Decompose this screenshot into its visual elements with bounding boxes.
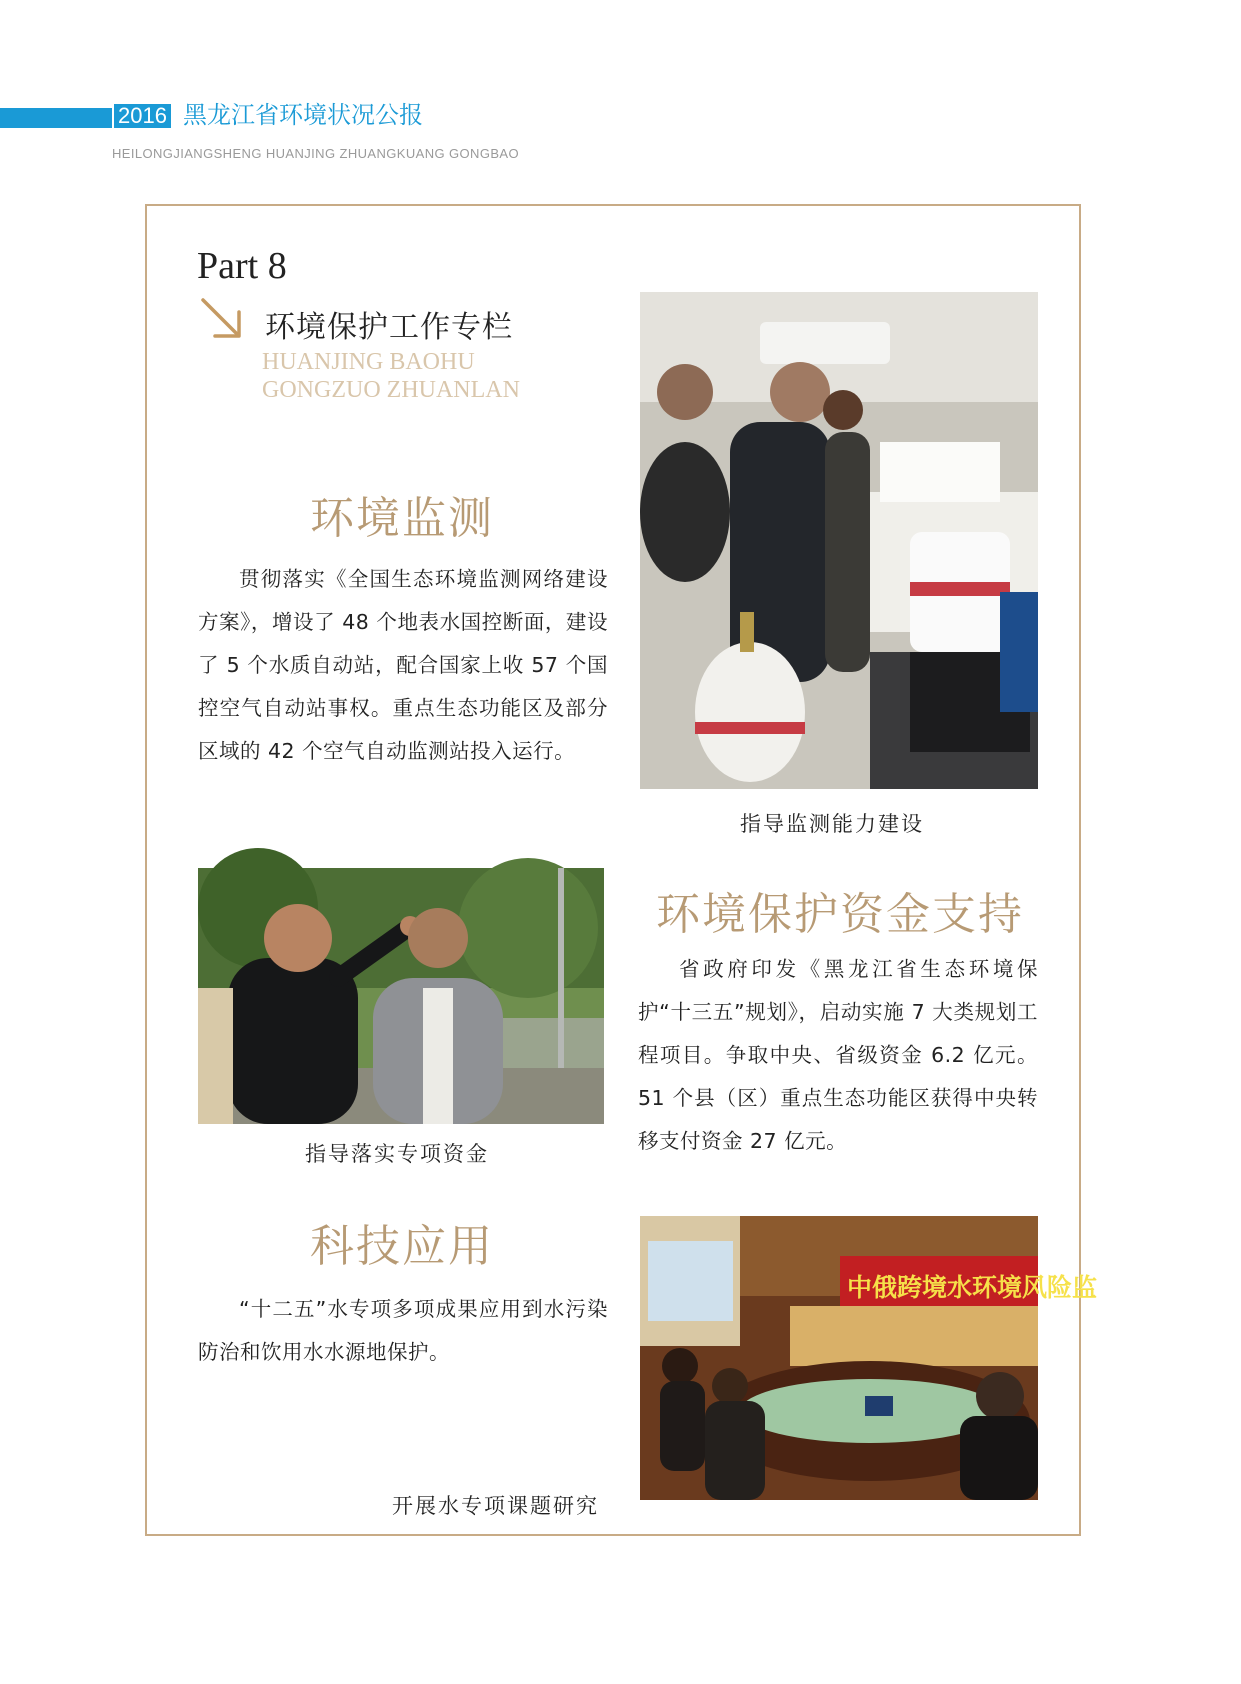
section-body-funding: 省政府印发《黑龙江省生态环境保护“十三五”规划》，启动实施 7 大类规划工程项目。争取中央、省级资金 6.2 亿元。51 个县（区）重点生态功能区获得中央转移支付资金 27 亿元。 bbox=[638, 957, 1038, 1153]
section-body-technology: “十二五”水专项多项成果应用到水污染防治和饮用水水源地保护。 bbox=[198, 1297, 608, 1364]
column-pinyin-line: HUANJING BAOHU bbox=[262, 349, 475, 375]
header-pinyin: HEILONGJIANGSHENG HUANJING ZHUANGKUANG GONGBAO bbox=[112, 146, 520, 161]
column-title: 环境保护工作专栏 bbox=[265, 310, 513, 345]
header-accent-bar bbox=[0, 108, 112, 128]
section-heading-technology: 科技应用 bbox=[310, 1221, 494, 1272]
photo-monitoring-lab bbox=[640, 292, 1038, 789]
section-heading-funding: 环境保护资金支持 bbox=[656, 889, 1024, 940]
column-pinyin bbox=[262, 348, 520, 404]
photo-caption-research: 开展水专项课题研究 bbox=[392, 1494, 599, 1518]
photo-fund-inspection bbox=[198, 868, 604, 1124]
column-pinyin-line: GONGZUO ZHUANLAN bbox=[262, 377, 520, 403]
header-year: 2016 bbox=[114, 104, 171, 128]
header-title: 黑龙江省环境状况公报 bbox=[183, 101, 423, 129]
meeting-banner-text: 中俄跨境水环境风险监 bbox=[847, 1273, 1098, 1302]
section-body-monitoring: 贯彻落实《全国生态环境监测网络建设方案》，增设了 48 个地表水国控断面，建设了 5 个水质自动站，配合国家上收 57 个国控空气自动站事权。重点生态功能区及部分区域的 42 个空气自动监测站投入运行。 bbox=[198, 567, 608, 763]
part-label: Part 8 bbox=[197, 245, 287, 287]
section-heading-monitoring: 环境监测 bbox=[310, 493, 494, 544]
photo-caption-monitoring: 指导监测能力建设 bbox=[740, 812, 924, 836]
arrow-down-right-icon bbox=[197, 294, 249, 346]
photo-water-research-meeting bbox=[640, 1216, 1098, 1500]
photo-caption-funding: 指导落实专项资金 bbox=[305, 1142, 489, 1166]
